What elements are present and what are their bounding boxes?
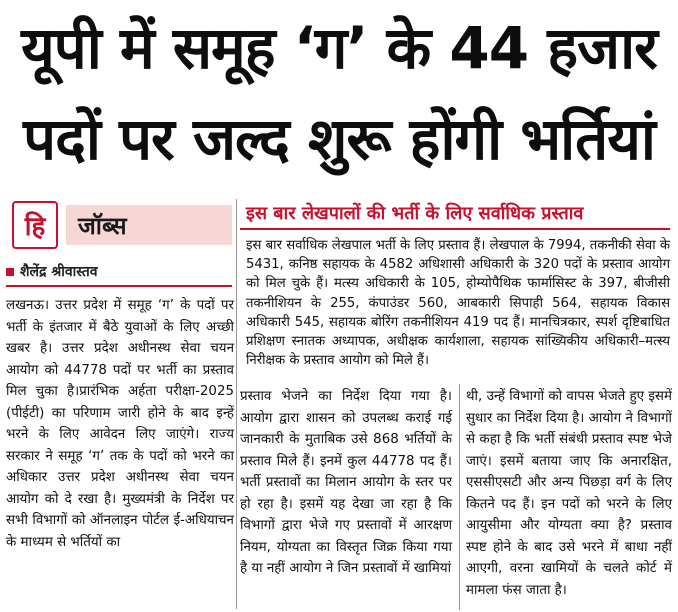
logo-glyph: हि (24, 212, 46, 242)
section-label: जॉब्स (78, 212, 127, 240)
highlight-box-title: इस बार लेखपालों की भर्ती के लिए सर्वाधिक प्रस्ताव (246, 203, 584, 224)
section-tag (66, 205, 232, 245)
byline-divider (6, 285, 232, 287)
article-column-1: लखनऊ। उत्तर प्रदेश में समूह ‘ग’ के पदों पर भर्ती के इंतजार में बैठे युवाओं के लिए अच्छी खबर है। उत्तर प्रदेश अधीनस्थ सेवा चयन आयोग को 44778 पदों पर भर्ती का प्रस्ताव मिल चुका है।प्रारंभिक अर्हता परीक्षा-2025 (पीईटी) का परिणाम जारी होने के बाद इन्हें भरने के लिए आवेदन लिए जाएंगे। राज्य सरकार ने समूह ‘ग’ तक के पदों को भरने का अधिकार उत्तर प्रदेश अधीनस्थ सेवा चयन आयोग को दे रखा है। मुख्यमंत्री के निर्देश पर सभी विभागों को ऑनलाइन पोर्टल ई-अधियाचन के माध्यम से भर्तियों का (6, 298, 234, 550)
byline-author: शैलेंद्र श्रीवास्तव (20, 264, 98, 280)
newspaper-logo (12, 201, 58, 249)
column-divider (459, 384, 460, 610)
byline (6, 262, 97, 281)
byline-square-icon (6, 268, 14, 276)
article-column-3: थी, उन्हें विभागों को वापस भेजते हुए इसमें सुधार का निर्देश दिया है। आयोग ने विभागों से कहा है कि भर्ती संबंधी प्रस्ताव स्पष्ट भेजे जाएं। इसमें बताया जाए कि अनारक्षित, एससीएसटी और अन्य पिछड़ा वर्ग के लिए कितने पद हैं। इन पदों को भरने के लिए आयुसीमा और योग्यता क्या है? प्रस्ताव स्पष्ट होने के बाद उसे भरने में बाधा नहीं आएगी, वरना खामियों के चलते कोर्ट में मामला फंस जाता है। (466, 389, 672, 598)
article-column-2: प्रस्ताव भेजने का निर्देश दिया गया है। आयोग द्वारा शासन को उपलब्ध कराई गई जानकारी के मुताबिक उसे 868 भर्तियों के प्रस्ताव मिले हैं। इनमें कुल 44778 पद हैं। भर्ती प्रस्तावों का मिलान आयोग के स्तर पर हो रहा है। इसमें यह देखा जा रहा है कि विभागों द्वारा भेजे गए प्रस्तावों में आरक्षण नियम, योग्यता का विस्तृत जिक्र किया गया है या नहीं आयोग ने जिन प्रस्तावों में खामियां (240, 389, 452, 576)
highlight-box-divider (240, 228, 670, 230)
highlight-box-body: इस बार सर्वाधिक लेखपाल भर्ती के लिए प्रस्ताव हैं। लेखपाल के 7994, तकनीकी सेवा के 5431, कनिष्ठ सहायक के 4582 अधिशासी अधिकारी के 320 पदों के प्रस्ताव आयोग को मिल चुके हैं। मत्स्य अधिकारी के 105, होम्योपैथिक फार्मासिस्ट के 397, बीजीसी तकनीशियन के 255, कंपाउंडर 560, आबकारी सिपाही 564, सहायक विकास अधिकारी 545, सहायक बोरिंग तकनीशियन 419 पद हैं। मानचित्रकार, स्पर्श दृष्टिबाधित प्रशिक्षण स्नातक अध्यापक, अधीक्षक कार्यशाला, सहायक सांख्यिकीय अधिकारी–मत्स्य निरीक्षक के प्रस्ताव आयोग को मिले हैं। (246, 238, 670, 369)
headline-line-2: पदों पर जल्द शुरू होंगी भर्तियां (23, 105, 655, 173)
headline-line-1: यूपी में समूह ‘ग’ के 44 हजार (21, 14, 657, 82)
column-divider (236, 199, 237, 609)
